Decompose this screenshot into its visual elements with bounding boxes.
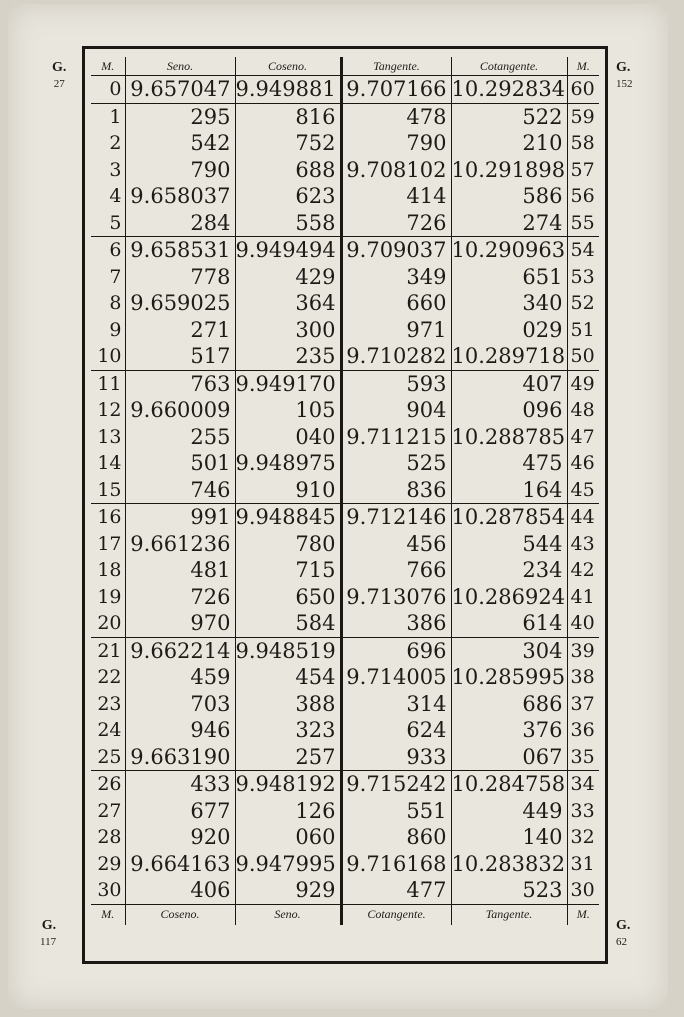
tangent-cell: 790 [341, 130, 451, 157]
cotangent-cell: 10.286924 [451, 584, 566, 609]
tangent-cell: 9.707166 [341, 76, 451, 104]
cotangent-cell: 10.284758 [451, 772, 566, 797]
cosine-cell: 388 [235, 691, 341, 718]
table-row [91, 504, 599, 531]
minute-complement-cell: 55 [567, 210, 599, 237]
cosine-cell: 126 [235, 798, 341, 825]
sine-cell: 763 [125, 370, 235, 397]
sine-cell: 677 [125, 798, 235, 825]
tangent-cell: 551 [341, 798, 451, 825]
minute-cell: 10 [97, 345, 122, 368]
cotangent-cell: 140 [451, 824, 567, 851]
tangent-cell: 9.716168 [341, 851, 451, 878]
minute-complement-cell: 56 [567, 183, 599, 210]
minute-complement-cell: 48 [567, 397, 599, 424]
minute-complement-cell: 36 [567, 717, 599, 744]
table-row [91, 76, 599, 104]
minute-cell: 1 [91, 103, 125, 130]
table-row [91, 450, 599, 477]
minute-cell: 24 [97, 719, 122, 742]
sine-cell: 970 [125, 610, 235, 637]
minute-cell: 28 [97, 826, 122, 849]
sine-cell: 946 [125, 717, 235, 744]
table-frame [82, 46, 608, 964]
tangent-cell: 696 [341, 637, 451, 664]
sine-cell: 271 [125, 317, 235, 344]
cosine-cell: 9.949881 [235, 76, 341, 104]
cosine-cell: 558 [235, 210, 341, 237]
cotangent-cell: 096 [451, 397, 567, 424]
table-row [91, 130, 599, 157]
minute-cell: 27 [97, 799, 122, 822]
minute-complement-cell: 53 [567, 264, 599, 291]
header-sine: Seno. [125, 57, 235, 76]
cotangent-cell: 10.287854 [451, 505, 566, 530]
minute-complement-cell: 33 [567, 798, 599, 825]
table-row [91, 290, 599, 317]
cotangent-cell: 407 [451, 370, 567, 397]
tangent-cell: 456 [341, 531, 451, 558]
table-row [91, 103, 599, 130]
tangent-cell: 971 [341, 317, 451, 344]
sine-cell: 501 [125, 450, 235, 477]
sine-cell: 9.658037 [125, 183, 235, 210]
minute-complement-cell: 35 [567, 744, 599, 771]
sine-cell: 433 [125, 771, 235, 798]
minute-complement-cell: 57 [567, 157, 599, 184]
minute-complement-cell: 41 [567, 584, 599, 611]
cosine-cell: 060 [235, 824, 341, 851]
header-row [91, 57, 599, 76]
minute-cell: 18 [97, 559, 122, 582]
sine-cell: 726 [125, 584, 235, 611]
cosine-cell: 752 [235, 130, 341, 157]
header-minutes: M. [91, 57, 125, 76]
minute-cell: 20 [97, 612, 122, 635]
cotangent-cell: 10.283832 [451, 851, 566, 876]
cosine-cell: 623 [235, 183, 341, 210]
minute-cell: 25 [97, 745, 122, 768]
cosine-cell: 650 [235, 584, 341, 611]
cotangent-cell: 10.289718 [451, 344, 566, 369]
minute-cell: 16 [91, 504, 125, 531]
minute-cell: 29 [97, 852, 122, 875]
tangent-cell: 860 [341, 824, 451, 851]
tangent-cell: 9.715242 [341, 771, 451, 798]
table-row [91, 717, 599, 744]
tangent-cell: 766 [341, 557, 451, 584]
table-row [91, 877, 599, 904]
table-row [91, 824, 599, 851]
cosine-cell: 257 [235, 744, 341, 771]
table-row [91, 744, 599, 771]
cotangent-cell: 10.285995 [451, 665, 566, 690]
cosine-cell: 235 [235, 343, 341, 370]
table-body [91, 76, 599, 905]
tangent-cell: 624 [341, 717, 451, 744]
minute-complement-cell: 45 [567, 477, 599, 504]
tangent-cell: 660 [341, 290, 451, 317]
cotangent-cell: 340 [451, 290, 567, 317]
tangent-cell: 477 [341, 877, 451, 904]
cotangent-cell: 376 [451, 717, 567, 744]
tangent-cell: 9.713076 [341, 584, 451, 611]
table-row [91, 664, 599, 691]
cosine-cell: 323 [235, 717, 341, 744]
minute-complement-cell: 39 [567, 637, 599, 664]
tangent-cell: 349 [341, 264, 451, 291]
table-row [91, 370, 599, 397]
tangent-cell: 9.714005 [341, 664, 451, 691]
header-tangent: Tangente. [341, 57, 451, 76]
minute-complement-cell: 38 [567, 664, 599, 691]
table-row [91, 691, 599, 718]
cotangent-cell: 029 [451, 317, 567, 344]
sine-cell: 920 [125, 824, 235, 851]
minute-complement-cell: 51 [567, 317, 599, 344]
minute-cell: 11 [91, 370, 125, 397]
sine-cell: 284 [125, 210, 235, 237]
sine-cell: 746 [125, 477, 235, 504]
minute-cell: 6 [91, 237, 125, 264]
margin-label: G. [616, 918, 631, 933]
table-row [91, 343, 599, 370]
tangent-cell: 478 [341, 103, 451, 130]
cotangent-cell: 164 [451, 477, 567, 504]
cosine-cell: 688 [235, 157, 341, 184]
table-row [91, 210, 599, 237]
minute-cell: 3 [109, 158, 122, 181]
minute-cell: 22 [97, 666, 122, 689]
cosine-cell: 9.947995 [235, 851, 341, 878]
sine-cell: 9.664163 [125, 851, 235, 878]
footer-minutes-right: M. [567, 904, 599, 925]
cosine-cell: 300 [235, 317, 341, 344]
header-cotangent: Cotangente. [451, 57, 567, 76]
footer-sine: Seno. [235, 904, 341, 925]
sine-cell: 9.663190 [125, 744, 235, 771]
cosine-cell: 816 [235, 103, 341, 130]
sine-cell: 295 [125, 103, 235, 130]
footer-cotangent: Cotangente. [341, 904, 451, 925]
table-row [91, 584, 599, 611]
table-row [91, 317, 599, 344]
minute-complement-cell: 32 [567, 824, 599, 851]
tangent-cell: 933 [341, 744, 451, 771]
sine-cell: 255 [125, 424, 235, 451]
cosine-cell: 9.948519 [235, 637, 341, 664]
sine-cell: 9.660009 [125, 397, 235, 424]
minute-cell: 12 [97, 399, 122, 422]
tangent-cell: 314 [341, 691, 451, 718]
minute-complement-cell: 42 [567, 557, 599, 584]
minute-cell: 4 [109, 185, 122, 208]
minute-cell: 15 [97, 478, 122, 501]
margin-note-top-left [52, 60, 66, 92]
minute-complement-cell: 30 [567, 877, 599, 904]
cotangent-cell: 067 [451, 744, 567, 771]
minute-complement-cell: 58 [567, 130, 599, 157]
cotangent-cell: 522 [451, 103, 567, 130]
margin-note-bottom-left [40, 918, 56, 950]
table-row [91, 237, 599, 264]
tangent-cell: 726 [341, 210, 451, 237]
tangent-cell: 9.711215 [341, 424, 451, 451]
sine-cell: 991 [125, 504, 235, 531]
minute-complement-cell: 59 [567, 103, 599, 130]
footer-minutes: M. [91, 904, 125, 925]
sine-cell: 9.662214 [125, 637, 235, 664]
cosine-cell: 9.949494 [235, 237, 341, 264]
table-row [91, 183, 599, 210]
minute-cell: 5 [109, 211, 122, 234]
minute-complement-cell: 34 [567, 771, 599, 798]
tangent-cell: 9.710282 [341, 343, 451, 370]
minute-complement-cell: 44 [567, 504, 599, 531]
cosine-cell: 105 [235, 397, 341, 424]
table-row [91, 477, 599, 504]
minute-complement-cell: 46 [567, 450, 599, 477]
footer-cosine: Coseno. [125, 904, 235, 925]
sine-cell: 703 [125, 691, 235, 718]
sine-cell: 481 [125, 557, 235, 584]
table-row [91, 771, 599, 798]
sine-cell: 9.657047 [125, 76, 235, 104]
cotangent-cell: 544 [451, 531, 567, 558]
trig-table [91, 57, 599, 925]
cotangent-cell: 210 [451, 130, 567, 157]
cotangent-cell: 586 [451, 183, 567, 210]
minute-cell: 17 [97, 532, 122, 555]
minute-cell: 13 [97, 425, 122, 448]
sine-cell: 517 [125, 343, 235, 370]
margin-degree: 117 [40, 936, 57, 948]
table-row [91, 397, 599, 424]
sine-cell: 9.661236 [125, 531, 235, 558]
tangent-cell: 836 [341, 477, 451, 504]
tangent-cell: 386 [341, 610, 451, 637]
sine-cell: 778 [125, 264, 235, 291]
tangent-cell: 9.709037 [341, 237, 451, 264]
minute-cell: 8 [109, 292, 122, 315]
tangent-cell: 414 [341, 183, 451, 210]
cosine-cell: 9.948192 [235, 771, 341, 798]
minute-complement-cell: 49 [567, 370, 599, 397]
margin-label: G. [41, 918, 57, 933]
sine-cell: 790 [125, 157, 235, 184]
minute-complement-cell: 31 [567, 851, 599, 878]
footer-row [91, 904, 599, 925]
margin-degree: 27 [53, 78, 65, 90]
cotangent-cell: 523 [451, 877, 567, 904]
cosine-cell: 364 [235, 290, 341, 317]
minute-cell: 14 [97, 452, 122, 475]
header-minutes-right: M. [567, 57, 599, 76]
cotangent-cell: 10.292834 [451, 77, 566, 102]
margin-degree: 62 [616, 936, 627, 948]
table-row [91, 557, 599, 584]
margin-label: G. [616, 60, 631, 75]
minute-cell: 21 [91, 637, 125, 664]
minute-cell: 19 [97, 585, 122, 608]
cotangent-cell: 651 [451, 264, 567, 291]
minute-complement-cell: 52 [567, 290, 599, 317]
minute-cell: 2 [109, 132, 122, 155]
margin-note-bottom-right [616, 918, 630, 950]
minute-cell: 23 [97, 692, 122, 715]
tangent-cell: 9.712146 [341, 504, 451, 531]
cotangent-cell: 274 [451, 210, 567, 237]
minute-complement-cell: 47 [567, 424, 599, 451]
header-cosine: Coseno. [235, 57, 341, 76]
minute-cell: 26 [91, 771, 125, 798]
sine-cell: 9.658531 [125, 237, 235, 264]
cosine-cell: 429 [235, 264, 341, 291]
table-row [91, 637, 599, 664]
table-row [91, 610, 599, 637]
cotangent-cell: 304 [451, 637, 567, 664]
cosine-cell: 929 [235, 877, 341, 904]
minute-cell: 0 [109, 78, 122, 101]
cosine-cell: 910 [235, 477, 341, 504]
tangent-cell: 525 [341, 450, 451, 477]
minute-complement-cell: 60 [567, 76, 599, 104]
minute-complement-cell: 54 [567, 237, 599, 264]
cotangent-cell: 10.288785 [451, 424, 566, 449]
minute-complement-cell: 40 [567, 610, 599, 637]
cosine-cell: 454 [235, 664, 341, 691]
cosine-cell: 715 [235, 557, 341, 584]
sine-cell: 406 [125, 877, 235, 904]
cosine-cell: 9.948845 [235, 504, 341, 531]
cotangent-cell: 10.291898 [451, 157, 566, 182]
table-row [91, 264, 599, 291]
table-row [91, 157, 599, 184]
cotangent-cell: 614 [451, 610, 567, 637]
cosine-cell: 780 [235, 531, 341, 558]
margin-label: G. [52, 60, 67, 75]
margin-degree: 152 [616, 78, 633, 90]
cosine-cell: 9.948975 [235, 450, 341, 477]
cosine-cell: 040 [235, 424, 341, 451]
sine-cell: 459 [125, 664, 235, 691]
sine-cell: 9.659025 [125, 290, 235, 317]
minute-complement-cell: 43 [567, 531, 599, 558]
cotangent-cell: 234 [451, 557, 567, 584]
tangent-cell: 9.708102 [341, 157, 451, 184]
cosine-cell: 584 [235, 610, 341, 637]
minute-cell: 30 [97, 879, 122, 902]
table-row [91, 424, 599, 451]
cotangent-cell: 475 [451, 450, 567, 477]
cosine-cell: 9.949170 [235, 370, 341, 397]
cotangent-cell: 686 [451, 691, 567, 718]
minute-cell: 7 [109, 265, 122, 288]
cotangent-cell: 449 [451, 798, 567, 825]
table-row [91, 851, 599, 878]
table-row [91, 798, 599, 825]
tangent-cell: 593 [341, 370, 451, 397]
table-row [91, 531, 599, 558]
minute-cell: 9 [109, 318, 122, 341]
minute-complement-cell: 50 [567, 343, 599, 370]
cotangent-cell: 10.290963 [451, 238, 566, 263]
tangent-cell: 904 [341, 397, 451, 424]
footer-tangent: Tangente. [451, 904, 567, 925]
margin-note-top-right [616, 60, 633, 92]
sine-cell: 542 [125, 130, 235, 157]
minute-complement-cell: 37 [567, 691, 599, 718]
